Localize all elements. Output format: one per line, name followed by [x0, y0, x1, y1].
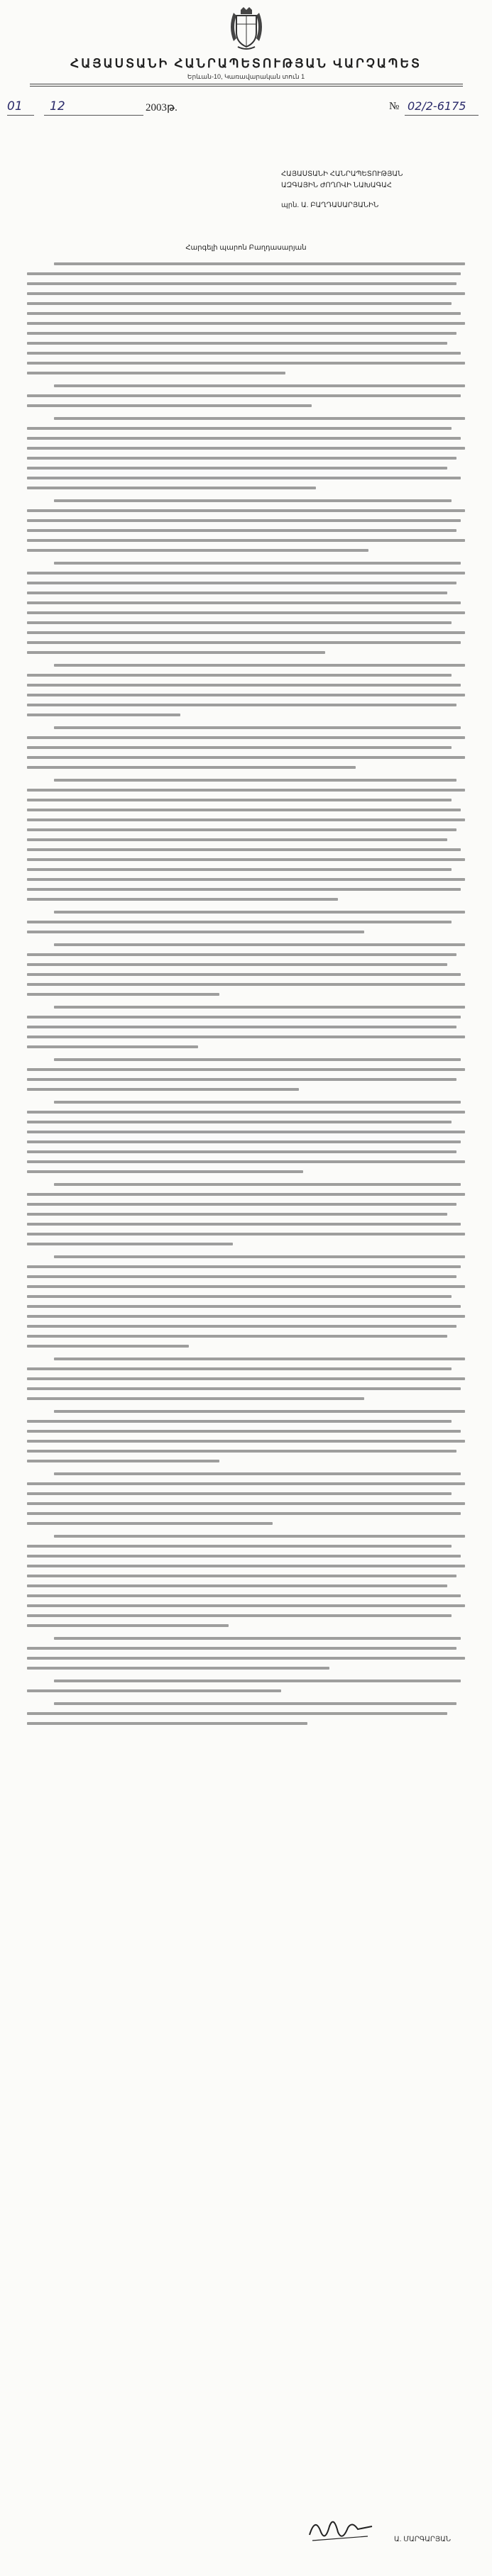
- text-line: [27, 427, 452, 430]
- addressee-block: [281, 169, 466, 211]
- text-line: [27, 1150, 457, 1153]
- office-title: ՀԱՅԱՍՏԱՆԻ ՀԱՆՐԱՊԵՏՈՒԹՅԱՆ ՎԱՐՉԱՊԵՏ: [70, 57, 422, 70]
- body-paragraph: [27, 1680, 465, 1692]
- text-line: [27, 651, 325, 654]
- coat-of-arms-emblem: [226, 6, 266, 51]
- text-line: [54, 1472, 461, 1475]
- text-line: [27, 838, 447, 841]
- text-line: [27, 1203, 457, 1206]
- body-paragraph: [27, 1358, 465, 1400]
- handwritten-signature: [305, 2511, 376, 2546]
- text-line: [27, 993, 219, 996]
- text-line: [27, 1121, 452, 1123]
- text-line: [54, 726, 461, 729]
- text-line: [27, 756, 465, 759]
- text-line: [27, 1233, 465, 1236]
- number-sign: №: [389, 101, 400, 112]
- date-day: 01: [7, 99, 23, 113]
- text-line: [27, 1624, 229, 1627]
- body-paragraph: [27, 1637, 465, 1670]
- body-paragraph: [27, 1006, 465, 1048]
- text-line: [54, 1006, 465, 1009]
- text-line: [27, 1430, 461, 1433]
- text-line: [27, 1285, 465, 1288]
- text-line: [27, 302, 452, 305]
- text-line: [27, 641, 461, 644]
- text-line: [27, 818, 465, 821]
- text-line: [27, 898, 338, 901]
- text-line: [27, 342, 447, 345]
- text-line: [27, 1604, 465, 1607]
- text-line: [27, 332, 457, 335]
- text-line: [54, 1058, 461, 1061]
- body-paragraph: [27, 664, 465, 716]
- text-line: [27, 809, 461, 811]
- text-line: [27, 973, 461, 976]
- office-address: Երևան-10, Կառավարական տուն 1: [187, 73, 305, 80]
- text-line: [27, 1594, 461, 1597]
- text-line: [27, 1160, 465, 1163]
- text-line: [27, 621, 452, 624]
- salutation: Հարգելի պարոն Բաղդասարյան: [185, 244, 307, 252]
- text-line: [27, 1223, 461, 1226]
- text-line: [27, 714, 180, 716]
- text-line: [27, 1131, 465, 1133]
- text-line: [27, 799, 452, 801]
- text-line: [27, 1036, 465, 1038]
- text-line: [27, 1512, 461, 1515]
- body-paragraph: [27, 1183, 465, 1245]
- text-line: [27, 1345, 189, 1348]
- text-line: [27, 1305, 461, 1308]
- text-line: [54, 664, 465, 667]
- text-line: [27, 322, 465, 325]
- document-number-value: 02/2-6175: [408, 99, 466, 113]
- text-line: [27, 1712, 447, 1715]
- text-line: [27, 611, 465, 614]
- text-line: [27, 1193, 465, 1196]
- text-line: [27, 1111, 465, 1114]
- body-paragraph: [27, 417, 465, 489]
- date-underline: [7, 115, 34, 116]
- text-line: [27, 437, 461, 440]
- addressee-line: ԱԶԳԱՅԻՆ ԺՈՂՈՎԻ ՆԱԽԱԳԱՀ: [281, 182, 392, 189]
- text-line: [54, 1680, 461, 1682]
- text-line: [27, 1295, 452, 1298]
- text-line: [27, 1045, 198, 1048]
- text-line: [54, 1255, 465, 1258]
- text-line: [27, 282, 457, 285]
- text-line: [27, 1545, 452, 1548]
- text-line: [27, 272, 461, 275]
- text-line: [54, 1358, 465, 1360]
- text-line: [27, 1657, 465, 1660]
- text-line: [27, 1213, 447, 1216]
- text-line: [27, 1522, 273, 1525]
- text-line: [27, 1575, 457, 1577]
- text-line: [27, 1450, 457, 1453]
- text-line: [54, 911, 465, 914]
- text-line: [27, 848, 461, 851]
- body-paragraph: [27, 1702, 465, 1725]
- text-line: [54, 1410, 465, 1413]
- body-paragraph: [27, 562, 465, 654]
- body-paragraph: [27, 1101, 465, 1173]
- text-line: [27, 1492, 452, 1495]
- text-line: [54, 499, 452, 502]
- body-paragraph: [27, 943, 465, 996]
- text-line: [27, 1170, 303, 1173]
- body-paragraph: [27, 1058, 465, 1091]
- text-line: [27, 457, 457, 460]
- text-line: [27, 674, 452, 677]
- date-month: 12: [50, 99, 65, 113]
- text-line: [27, 1315, 465, 1318]
- text-line: [27, 828, 457, 831]
- body-paragraph: [27, 499, 465, 552]
- text-line: [27, 1026, 457, 1028]
- body-paragraph: [27, 262, 465, 374]
- text-line: [27, 509, 465, 512]
- text-line: [27, 352, 461, 355]
- text-line: [27, 684, 461, 687]
- text-line: [27, 582, 457, 584]
- text-line: [27, 1265, 461, 1268]
- text-line: [27, 467, 447, 470]
- text-line: [27, 766, 356, 769]
- text-line: [54, 417, 465, 420]
- text-line: [27, 487, 316, 489]
- text-line: [27, 789, 465, 792]
- text-line: [27, 404, 312, 407]
- text-line: [27, 1068, 465, 1071]
- text-line: [27, 539, 465, 542]
- text-line: [27, 704, 457, 706]
- text-line: [27, 631, 465, 634]
- body-paragraph: [27, 911, 465, 933]
- text-line: [27, 983, 465, 986]
- text-line: [27, 1367, 452, 1370]
- text-line: [27, 1722, 307, 1725]
- text-line: [27, 1667, 329, 1670]
- body-paragraph: [27, 779, 465, 901]
- text-line: [27, 1614, 452, 1617]
- text-line: [54, 562, 461, 565]
- text-line: [27, 372, 285, 374]
- text-line: [27, 1397, 364, 1400]
- text-line: [27, 1555, 461, 1558]
- body-paragraph: [27, 1535, 465, 1627]
- text-line: [27, 878, 465, 881]
- text-line: [27, 477, 461, 479]
- text-line: [27, 1460, 219, 1462]
- text-line: [27, 1482, 465, 1485]
- text-line: [27, 1275, 457, 1278]
- text-line: [27, 888, 461, 891]
- text-line: [27, 1420, 452, 1423]
- text-line: [27, 1387, 461, 1390]
- body-paragraph: [27, 726, 465, 769]
- text-line: [27, 1243, 233, 1245]
- text-line: [54, 943, 465, 946]
- addressee-line: ՀԱՅԱՍՏԱՆԻ ՀԱՆՐԱՊԵՏՈՒԹՅԱՆ: [281, 170, 403, 178]
- text-line: [27, 931, 364, 933]
- text-line: [27, 529, 457, 532]
- text-line: [27, 736, 465, 739]
- body-paragraph: [27, 384, 465, 407]
- text-line: [54, 1183, 461, 1186]
- text-line: [27, 1689, 281, 1692]
- text-line: [27, 519, 461, 522]
- text-line: [27, 694, 465, 696]
- text-line: [27, 572, 465, 574]
- text-line: [27, 1325, 457, 1328]
- body-paragraph: [27, 1255, 465, 1348]
- text-line: [54, 384, 465, 387]
- header-rule-bottom: [30, 86, 463, 87]
- text-line: [27, 592, 447, 594]
- text-line: [27, 447, 465, 450]
- text-line: [27, 1377, 465, 1380]
- text-line: [27, 394, 461, 397]
- text-line: [27, 1502, 465, 1505]
- body-paragraph: [27, 1410, 465, 1462]
- text-line: [27, 1584, 447, 1587]
- text-line: [27, 1335, 447, 1338]
- text-line: [27, 1440, 465, 1443]
- text-line: [27, 292, 465, 295]
- text-line: [27, 312, 461, 315]
- text-line: [27, 549, 368, 552]
- text-line: [27, 601, 461, 604]
- text-line: [54, 1535, 465, 1538]
- text-line: [27, 1140, 461, 1143]
- date-underline: [44, 115, 143, 116]
- text-line: [54, 262, 465, 265]
- signatory-name: Ա. ՄԱՐԳԱՐՅԱՆ: [394, 2536, 452, 2543]
- text-line: [27, 746, 452, 749]
- addressee-name: պրն. Ա. ԲԱՂԴԱՍԱՐՅԱՆԻՆ: [281, 201, 379, 209]
- text-line: [27, 1565, 465, 1567]
- text-line: [27, 921, 452, 923]
- letter-body: [27, 262, 465, 2482]
- text-line: [27, 1647, 457, 1650]
- text-line: [54, 1702, 457, 1705]
- text-line: [54, 1637, 461, 1640]
- text-line: [27, 1088, 299, 1091]
- text-line: [27, 1016, 461, 1018]
- date-year: 2003թ.: [146, 102, 177, 113]
- body-paragraph: [27, 1472, 465, 1525]
- text-line: [54, 1101, 461, 1104]
- text-line: [27, 1078, 457, 1081]
- text-line: [27, 953, 457, 956]
- text-line: [27, 868, 452, 871]
- text-line: [54, 779, 457, 782]
- text-line: [27, 963, 447, 966]
- text-line: [27, 362, 465, 365]
- text-line: [27, 858, 465, 861]
- number-underline: [405, 115, 479, 116]
